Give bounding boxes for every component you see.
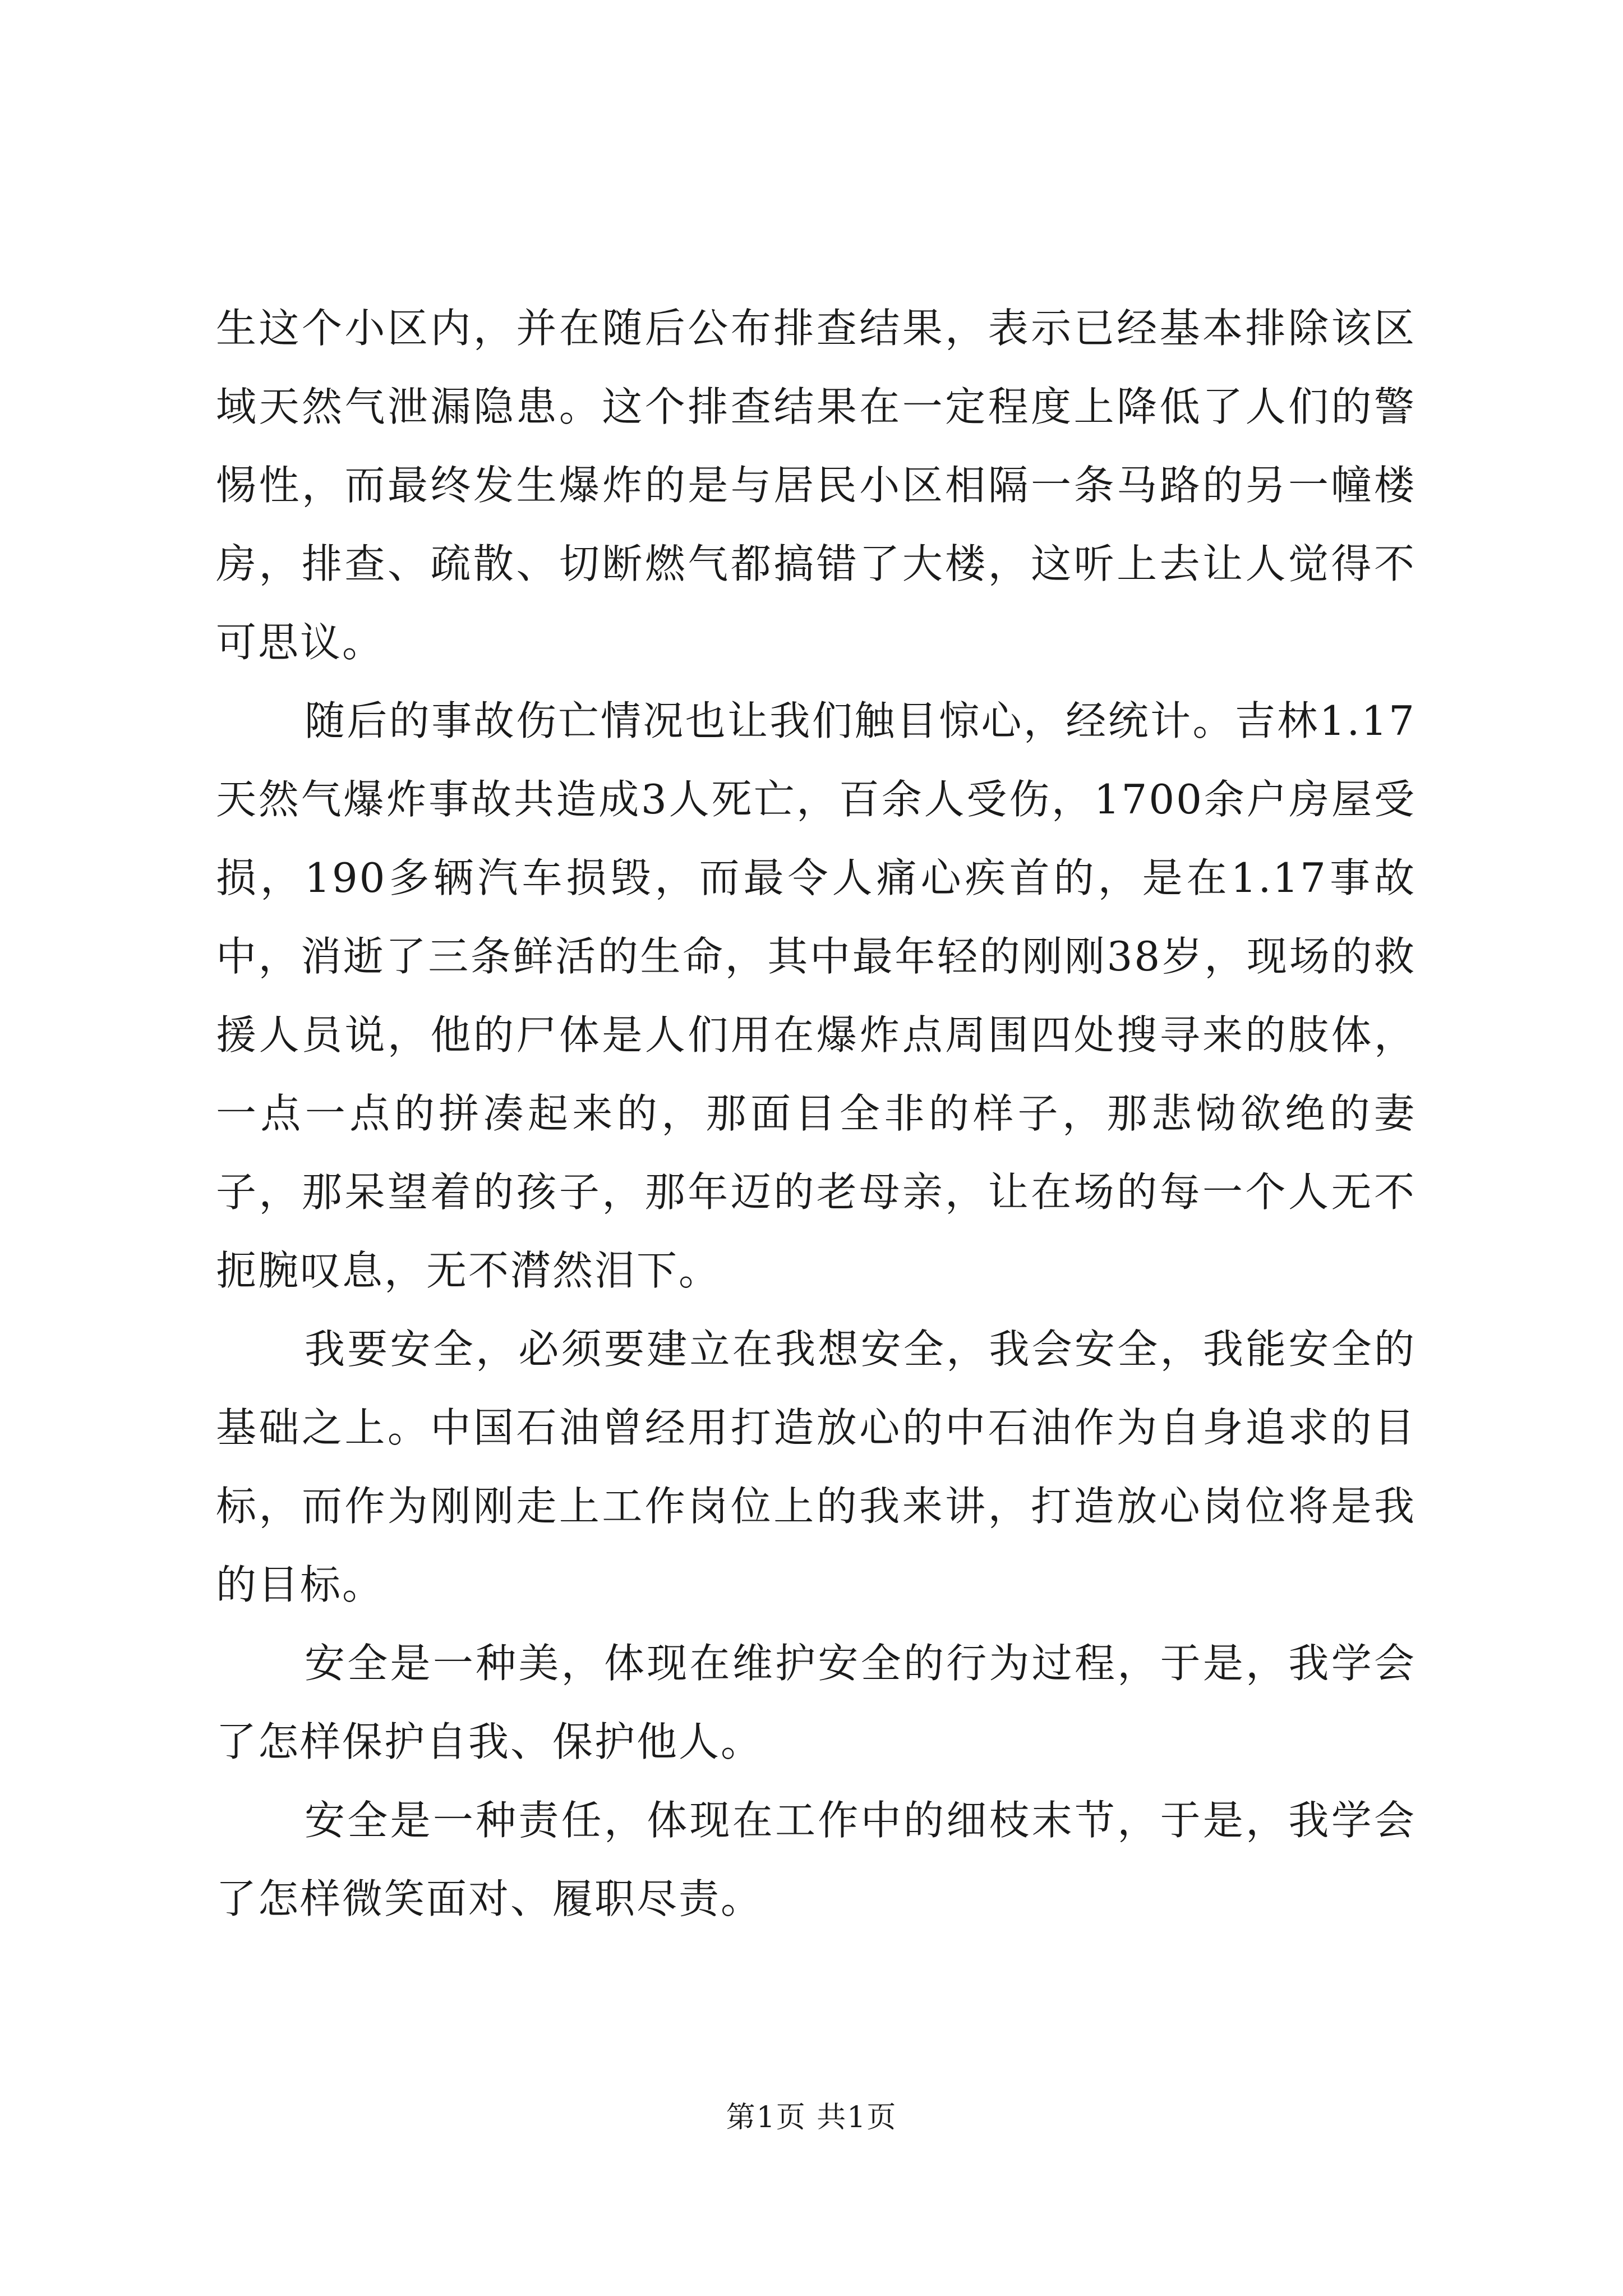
paragraph-casualties: 随后的事故伤亡情况也让我们触目惊心，经统计。吉林1.17天然气爆炸事故共造成3人死亡，百余人受伤，1700余户房屋受损，190多辆汽车损毁，而最令人痛心疾首的，是在1.17事故中，消逝了三条鲜活的生命，其中最年轻的刚刚38岁，现场的救援人员说，他的尸体是人们用在爆炸点周围四处搜寻来的肢体，一点一点的拼凑起来的，那面目全非的样子，那悲恸欲绝的妻子，那呆望着的孩子，那年迈的老母亲，让在场的每一个人无不扼腕叹息，无不潸然泪下。	[216, 697, 1416, 1294]
paragraph-safety-goal: 我要安全，必须要建立在我想安全，我会安全，我能安全的基础之上。中国石油曾经用打造放心的中石油作为自身追求的目标，而作为刚刚走上工作岗位上的我来讲，打造放心岗位将是我的目标。	[216, 1326, 1416, 1608]
paragraph-safety-responsibility: 安全是一种责任，体现在工作中的细枝末节，于是，我学会了怎样微笑面对、履职尽责。	[216, 1797, 1416, 1922]
paragraph-continuation: 生这个小区内，并在随后公布排查结果，表示已经基本排除该区域天然气泄漏隐患。这个排查结果在一定程度上降低了人们的警惕性，而最终发生爆炸的是与居民小区相隔一条马路的另一幢楼房，排查、疏散、切断燃气都搞错了大楼，这听上去让人觉得不可思议。	[216, 305, 1416, 666]
paragraph-safety-beauty: 安全是一种美，体现在维护安全的行为过程，于是，我学会了怎样保护自我、保护他人。	[216, 1640, 1416, 1765]
document-body	[216, 289, 1416, 1938]
page-footer: 第1页 共1页	[726, 2101, 897, 2134]
